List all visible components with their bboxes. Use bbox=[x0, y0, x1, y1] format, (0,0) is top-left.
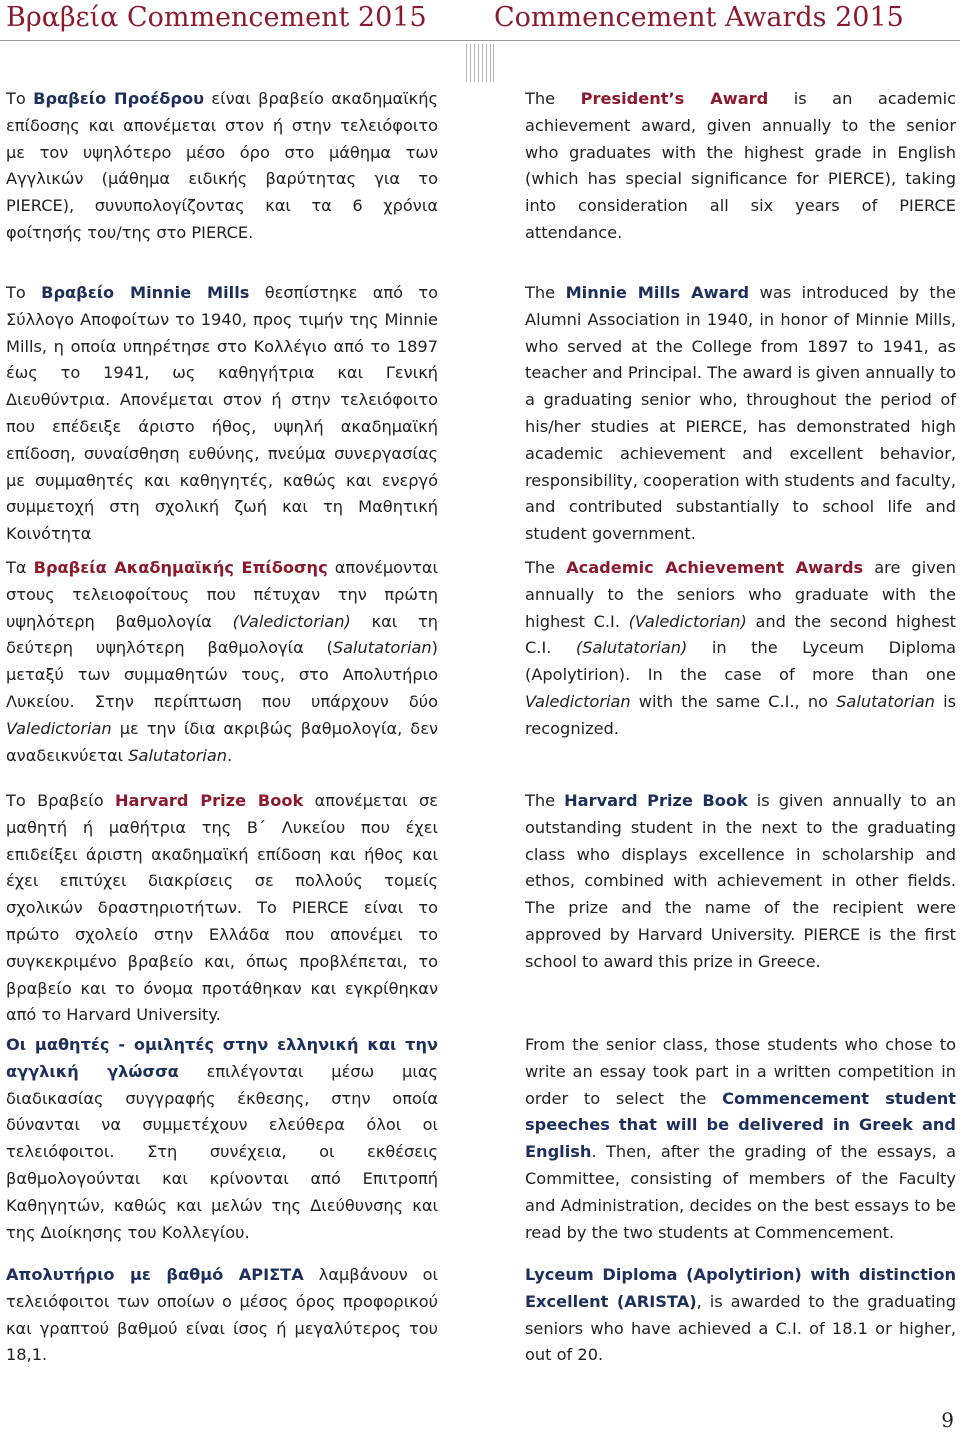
header-title-greek: Βραβεία Commencement 2015 bbox=[6, 2, 427, 33]
english-academic-awards: The Academic Achievement Awards are given annually to the seniors who graduate with the highest C.I. (Valedictorian) and the second highest C.I. (Salutatorian) in the Lyceum Diploma (Apolytirion). In the case of more than one Valedictorian with the same C.I., no Salutatorian is recognized. bbox=[525, 558, 957, 738]
greek-minnie-mills-award: Το Βραβείο Minnie Mills θεσπίστηκε από το Σύλλογο Αποφοίτων το 1940, προς τιμήν της Minnie Mills, η οποία υπηρέτησε στο Κολλέγιο από το 1897 έως το 1941, ως καθηγήτρια και Γενική Διευθύντρια. Απονέμεται στον ή στην τελειόφοιτο που επέδειξε άριστο ήθος, υψηλή ακαδημαϊκή επίδοση, συναίσθηση ευθύνης, πνεύμα συνεργασίας με συμμαθητές και καθηγητές, καθώς και ενεργό συμμετοχή στη σχολική ζωή και τη Μαθητική Κοινότητα bbox=[6, 283, 438, 544]
english-arista-title: Lyceum Diploma (Apolytirion) with distinction Excellent (ARISTA) bbox=[525, 1265, 956, 1311]
english-harvard-prize: The Harvard Prize Book is given annually to an outstanding student in the next to the graduating class who displays excellence in scholarship and ethos, combined with achievement in other fields. The prize and the name of the recipient were approved by Harvard University. PIERCE is the first school to award this prize in Greece. bbox=[525, 791, 956, 971]
page-header bbox=[0, 0, 960, 40]
english-president-award: The President’s Award is an academic achievement award, given annually to the senior who graduates with the highest grade in English (which has special significance for PIERCE), taking into consideration all six years of PIERCE attendance. bbox=[525, 89, 957, 242]
page-number: 9 bbox=[941, 1408, 954, 1432]
greek-academic-awards-title: Βραβεία Ακαδημαϊκής Επίδοσης bbox=[33, 558, 328, 577]
greek-president-award-title: Βραβείο Προέδρου bbox=[33, 89, 205, 108]
greek-student-speakers: Οι μαθητές - ομιλητές στην ελληνική και την αγγλική γλώσσα επιλέγονται μέσω μιας διαδικασίας συγγραφής έκθεσης, στην οποία δύνανται να συμμετέχουν ελεύθερα όλοι οι τελειόφοιτοι. Στη συνέχεια, οι εκθέσεις βαθμολογούνται και κρίνονται από Επιτροπή Καθηγητών, καθώς και μελών της Διεύθυνσης και της Διοίκησης του Κολλεγίου. bbox=[6, 1035, 438, 1242]
header-divider-lines bbox=[466, 44, 494, 82]
english-academic-awards-title: Academic Achievement Awards bbox=[566, 558, 864, 577]
greek-arista-title: Απολυτήριο με βαθμό ΑΡΙΣΤΑ bbox=[6, 1265, 304, 1284]
english-student-speakers: From the senior class, those students who chose to write an essay took part in a written competition in order to select the Commencement student speeches that will be delivered in Greek and English. Then, after the grading of the essays, a Committee, consisting of members of the Faculty and Administration, decides on the best essays to be read by the two students at Commencement. bbox=[525, 1035, 956, 1242]
greek-arista-diploma: Απολυτήριο με βαθμό ΑΡΙΣΤΑ λαμβάνουν οι τελειόφοιτοι των οποίων ο μέσος όρος προφορικού και γραπτού βαθμού είναι ίσος ή μεγαλύτερος του 18,1. bbox=[6, 1265, 439, 1365]
greek-president-award: Το Βραβείο Προέδρου είναι βραβείο ακαδημαϊκής επίδοσης και απονέμεται στον ή στην τελειόφοιτο με τον υψηλότερο μέσο όρο στο μάθημα των Αγγλικών (μάθημα ειδικής βαρύτητας για το PIERCE), συνυπολογίζοντας και τα 6 χρόνια φοίτησής του/της στο PIERCE. bbox=[6, 89, 438, 242]
header-title-english: Commencement Awards 2015 bbox=[494, 2, 904, 33]
english-arista-diploma: Lyceum Diploma (Apolytirion) with distinction Excellent (ARISTA), is awarded to the graduating seniors who have achieved a C.I. of 18.1 or higher, out of 20. bbox=[525, 1265, 956, 1365]
english-student-speakers-title: Commencement student speeches that will be delivered in Greek and English bbox=[525, 1088, 956, 1162]
english-president-award-title: President’s Award bbox=[580, 89, 769, 108]
greek-harvard-prize-title: Harvard Prize Book bbox=[114, 791, 304, 810]
greek-harvard-prize: Το Βραβείο Harvard Prize Book απονέμεται σε μαθητή ή μαθήτρια της Β΄ Λυκείου που έχει επιδείξει άριστη ακαδημαϊκή επίδοση και ήθος και έχει επιτύχει διακρίσεις σε πολλούς τομείς σχολικών δραστηριοτήτων. Το PIERCE είναι το πρώτο σχολείο στην Ελλάδα που απονέμει το συγκεκριμένο βραβείο και, όπως προβλέπεται, το βραβείο και το όνομα προτάθηκαν και εγκρίθηκαν από το Harvard University. bbox=[6, 791, 438, 1025]
greek-student-speakers-title: Οι μαθητές - ομιλητές στην ελληνική και την αγγλική γλώσσα bbox=[6, 1035, 438, 1081]
header-rule bbox=[0, 40, 960, 41]
english-minnie-mills-title: Minnie Mills Award bbox=[565, 283, 750, 302]
english-minnie-mills-award: The Minnie Mills Award was introduced by the Alumni Association in 1940, in honor of Minnie Mills, who served at the College from 1897 to 1941, as teacher and Principal. The award is given annually to a graduating senior who, throughout the period of his/her studies at PIERCE, has demonstrated high academic achievement and excellent behavior, responsibility, cooperation with students and faculty, and contributed substantially to school life and student government. bbox=[525, 283, 956, 544]
greek-minnie-mills-title: Βραβείο Minnie Mills bbox=[41, 283, 250, 302]
english-harvard-prize-title: Harvard Prize Book bbox=[564, 791, 748, 810]
greek-academic-awards: Τα Βραβεία Ακαδημαϊκής Επίδοσης απονέμονται στους τελειοφοίτους που πέτυχαν την πρώτη υψηλότερη βαθμολογία (Valedictorian) και τη δεύτερη υψηλότερη βαθμολογία (Salutatorian) μεταξύ των συμμαθητών τους, στο Απολυτήριο Λυκείου. Στην περίπτωση που υπάρχουν δύο Valedictorian με την ίδια ακριβώς βαθμολογία, δεν αναδεικνύεται Salutatorian. bbox=[6, 558, 438, 765]
